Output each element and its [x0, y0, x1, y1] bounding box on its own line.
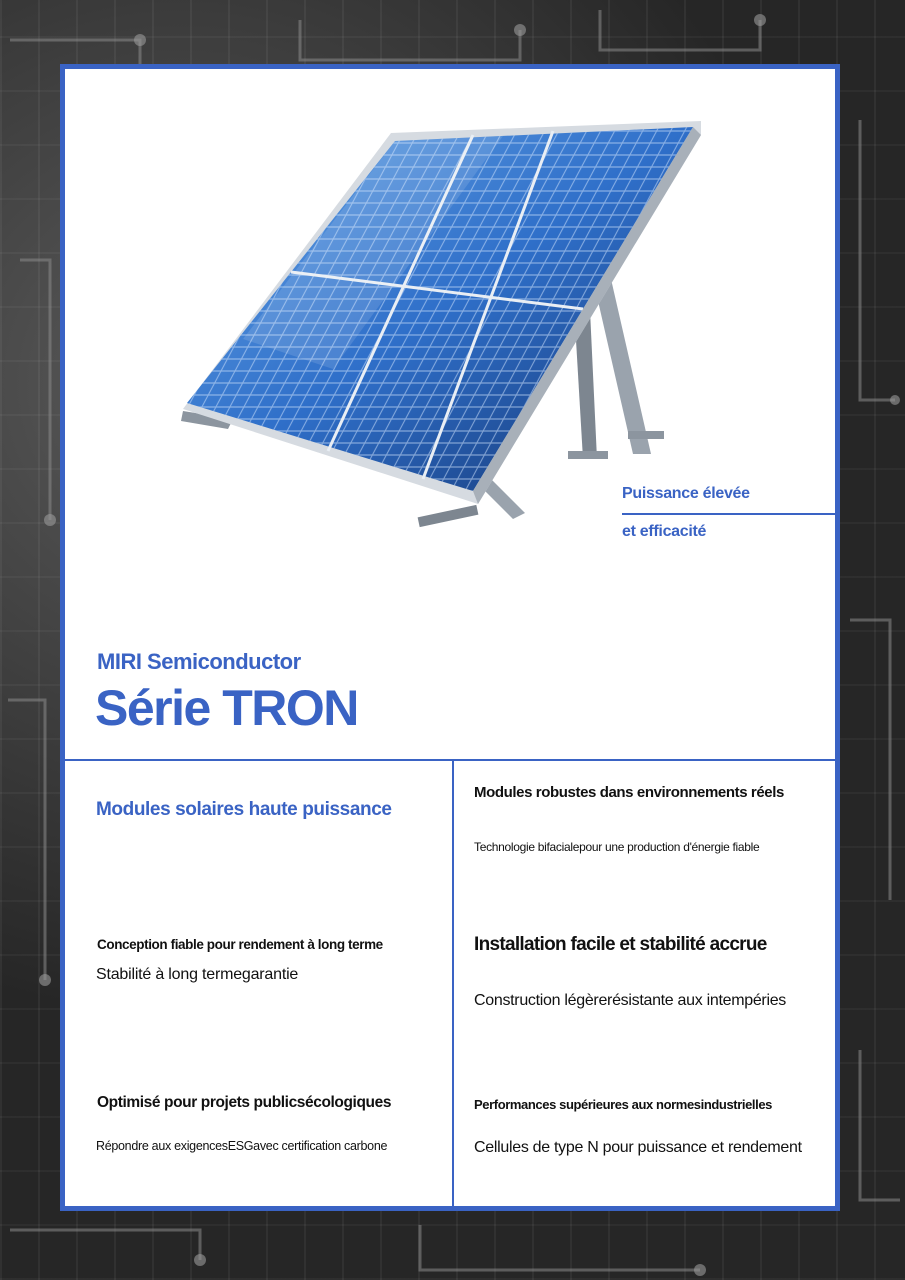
- hero-section: [65, 69, 835, 759]
- feature-install-desc: Construction légèrerésistante aux intempéries: [474, 992, 787, 1009]
- feature-install-title: Installation facile et stabilité accrue: [474, 934, 767, 955]
- product-card: [60, 64, 840, 1211]
- feature-robust-title: Modules robustes dans environnements réels: [474, 784, 784, 801]
- feature-robust-desc: Technologie bifacialepour une production d'énergie fiable: [474, 840, 760, 854]
- features-grid: [65, 759, 835, 1208]
- feature-performance-title: Performances supérieures aux normesindustrielles: [474, 1097, 772, 1112]
- feature-public-desc: Répondre aux exigencesESGavec certification carbone: [96, 1139, 388, 1153]
- feature-reliable-title: Conception fiable pour rendement à long terme: [97, 937, 383, 952]
- tagline-line-2: et efficacité: [622, 523, 707, 540]
- feature-public-title: Optimisé pour projets publicsécologiques: [97, 1094, 392, 1111]
- tagline: [622, 485, 835, 541]
- feature-reliable-desc: Stabilité à long termegarantie: [96, 966, 299, 983]
- tagline-line-1: Puissance élevée: [622, 485, 835, 515]
- solar-panel-illustration: [173, 119, 713, 539]
- feature-main-title: Modules solaires haute puissance: [96, 799, 392, 820]
- brand-name: MIRI Semiconductor: [97, 649, 301, 674]
- feature-performance-desc: Cellules de type N pour puissance et rendement: [474, 1139, 802, 1156]
- series-title: Série TRON: [95, 680, 358, 736]
- grid-divider: [452, 761, 454, 1208]
